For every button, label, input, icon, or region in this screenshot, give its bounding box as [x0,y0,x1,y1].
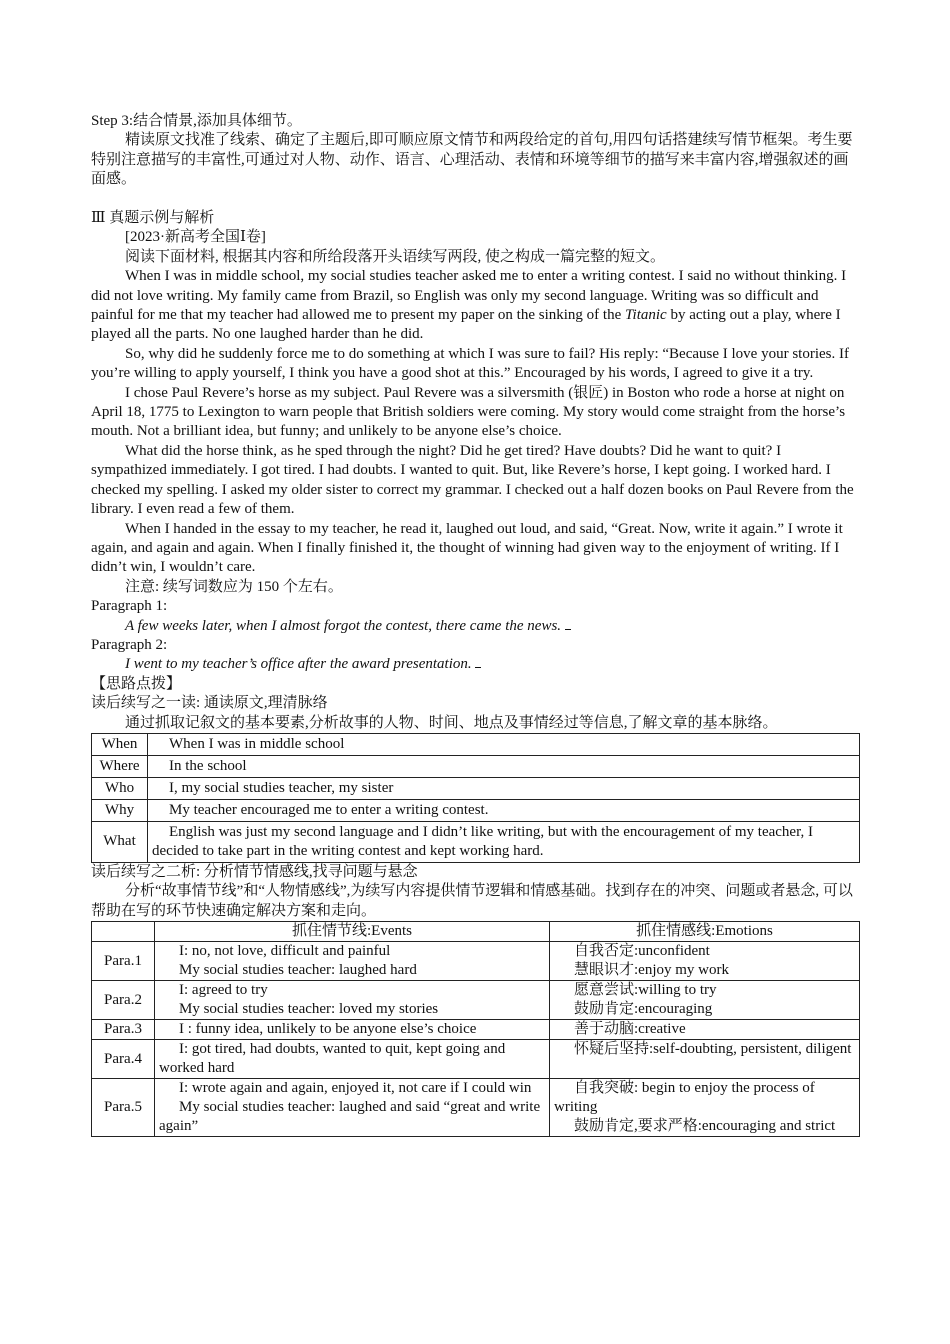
paragraph-label: Para.3 [92,1020,155,1040]
passage-paragraph-4: What did the horse think, as he sped through the night? Did he get tired? Have doubts? Did he want to quit? I sympathized immediately. I got tired. I had doubts. I wanted to quit. But, like Revere’s horse, I kept going. I worked hard. I checked my spelling. I asked my older sister to correct my grammar. I checked out a half dozen books on Paul Revere from the library. I even read a few of them. [91,442,854,518]
event-text: I: wrote again and again, enjoyed it, not care if I could win [179,1080,532,1097]
event-cell [155,1079,550,1137]
word-count-note: 注意: 续写词数应为 150 个左右。 [125,578,343,595]
table-header: 抓住情感线:Emotions [550,922,860,942]
section-heading: Ⅲ 真题示例与解析 [91,210,215,227]
story-elements-table [91,733,860,863]
event-text: My social studies teacher: laughed hard [179,962,417,979]
table-row [92,1040,860,1079]
emotion-cell [550,942,860,981]
table-row [92,981,860,1020]
plot-emotion-table [91,921,860,1137]
emotion-text: 自我突破: begin to enjoy the process of writing [554,1080,815,1116]
emotion-text: 愿意尝试:willing to try [574,982,717,999]
paragraph-2-prompt: I went to my teacher’s office after the award presentation. [91,655,860,674]
element-label: Where [92,755,148,777]
emotion-text: 慧眼识才:enjoy my work [574,962,729,979]
table-row [92,733,860,755]
element-label: Who [92,777,148,799]
event-text: I: got tired, had doubts, wanted to quit, kept going and worked hard [159,1041,506,1077]
emotion-text: 善于动脑:creative [574,1021,686,1038]
table-row [92,821,860,862]
element-value: I, my social studies teacher, my sister [148,777,860,799]
event-cell [155,942,550,981]
emotion-text: 鼓励肯定:encouraging [574,1001,713,1018]
table-row [92,777,860,799]
table-header: 抓住情节线:Events [155,922,550,942]
exam-instruction: 阅读下面材料, 根据其内容和所给段落开头语续写两段, 使之构成一篇完整的短文。 [125,248,666,265]
event-text: My social studies teacher: laughed and said “great and write again” [159,1099,541,1135]
event-text: My social studies teacher: loved my stories [179,1001,439,1018]
paragraph-2-label: Paragraph 2: [91,636,168,653]
emotion-text: 鼓励肯定,要求严格:encouraging and strict [574,1118,836,1135]
paragraph-1-label: Paragraph 1: [91,598,168,615]
emotion-cell [550,1040,860,1079]
table-row [92,1079,860,1137]
paragraph-1-prompt: A few weeks later, when I almost forgot the contest, there came the news. [91,617,860,636]
emotion-text: 怀疑后坚持:self-doubting, persistent, diligent [574,1041,852,1058]
element-label: Why [92,799,148,821]
read2-heading: 读后续写之二析: 分析情节情感线,找寻问题与悬念 [91,863,418,880]
element-value: My teacher encouraged me to enter a writing contest. [148,799,860,821]
paragraph-label: Para.2 [92,981,155,1020]
step3-heading: Step 3:结合情景,添加具体细节。 [91,113,302,129]
read2-body: 分析“故事情节线”和“人物情感线”,为续写内容提供情节逻辑和情感基础。找到存在的冲突、问题或者悬念, 可以帮助在写的环节快速确定解决方案和走向。 [91,883,853,919]
passage-paragraph-3: I chose Paul Revere’s horse as my subject. Paul Revere was a silversmith (银匠) in Boston who rode a horse at night on April 18, 1775 to Lexington to warn people that British soldiers were coming. My story would come straight from the horse’s mouth. Not a brilliant idea, but funny; and unlikely to be anyone else’s choice. [91,384,846,440]
event-text: I: no, not love, difficult and painful [179,943,391,960]
element-label: What [92,821,148,862]
event-text: I: agreed to try [179,982,268,999]
paragraph-label: Para.1 [92,942,155,981]
element-value: English was just my second language and I didn’t like writing, but with the encouragement of my teacher, I decided to take part in the writing contest and kept working hard. [148,821,860,862]
emotion-cell [550,981,860,1020]
paragraph-label: Para.4 [92,1040,155,1079]
event-cell [155,1020,550,1040]
event-cell [155,1040,550,1079]
emotion-cell [550,1079,860,1137]
step3-body: 精读原文找准了线索、确定了主题后,即可顺应原文情节和两段给定的首句,用四句话搭建续写情节框架。考生要特别注意描写的丰富性,可通过对人物、动作、语言、心理活动、表情和环境等细节的描写来丰富内容,增强叙述的画面感。 [91,132,853,188]
element-value: When I was in middle school [148,733,860,755]
read1-heading: 读后续写之一读: 通读原文,理清脉络 [91,695,328,712]
element-label: When [92,733,148,755]
element-value: In the school [148,755,860,777]
emotion-cell [550,1020,860,1040]
exam-source: [2023·新高考全国Ⅰ卷] [125,229,266,246]
passage-paragraph-1: When I was in middle school, my social studies teacher asked me to enter a writing contest. I said no without thinking. I did not love writing. My family came from Brazil, so English was only my second language. Writing was so difficult and painful for me that my teacher had allowed me to present my paper on the sinking of the Titanic by acting out a play, where I played all the parts. No one laughed harder than he did. [91,268,847,343]
paragraph-label: Para.5 [92,1079,155,1137]
titanic-title: Titanic [625,307,667,324]
event-text: I : funny idea, unlikely to be anyone else’s choice [179,1021,477,1038]
table-row [92,1020,860,1040]
passage-paragraph-5: When I handed in the essay to my teacher, he read it, laughed out loud, and said, “Great. Now, write it again.” I wrote it again, and again and again. When I finally finished it, the thought of winning had given way to the enjoyment of writing. If I didn’t win, I wouldn’t care. [91,520,843,576]
event-cell [155,981,550,1020]
passage-paragraph-2: So, why did he suddenly force me to do something at which I was sure to fail? His reply: “Because I love your stories. If you’re willing to apply yourself, I think you have a good shot at this.” Encouraged by his words, I agreed to give it a try. [91,345,849,382]
table-row [92,942,860,981]
tips-heading: 【思路点拨】 [91,675,182,692]
table-row [92,755,860,777]
table-row [92,799,860,821]
read1-body: 通过抓取记叙文的基本要素,分析故事的人物、时间、地点及事情经过等信息,了解文章的基本脉络。 [125,714,778,731]
table-header [92,922,155,942]
emotion-text: 自我否定:unconfident [574,943,710,960]
